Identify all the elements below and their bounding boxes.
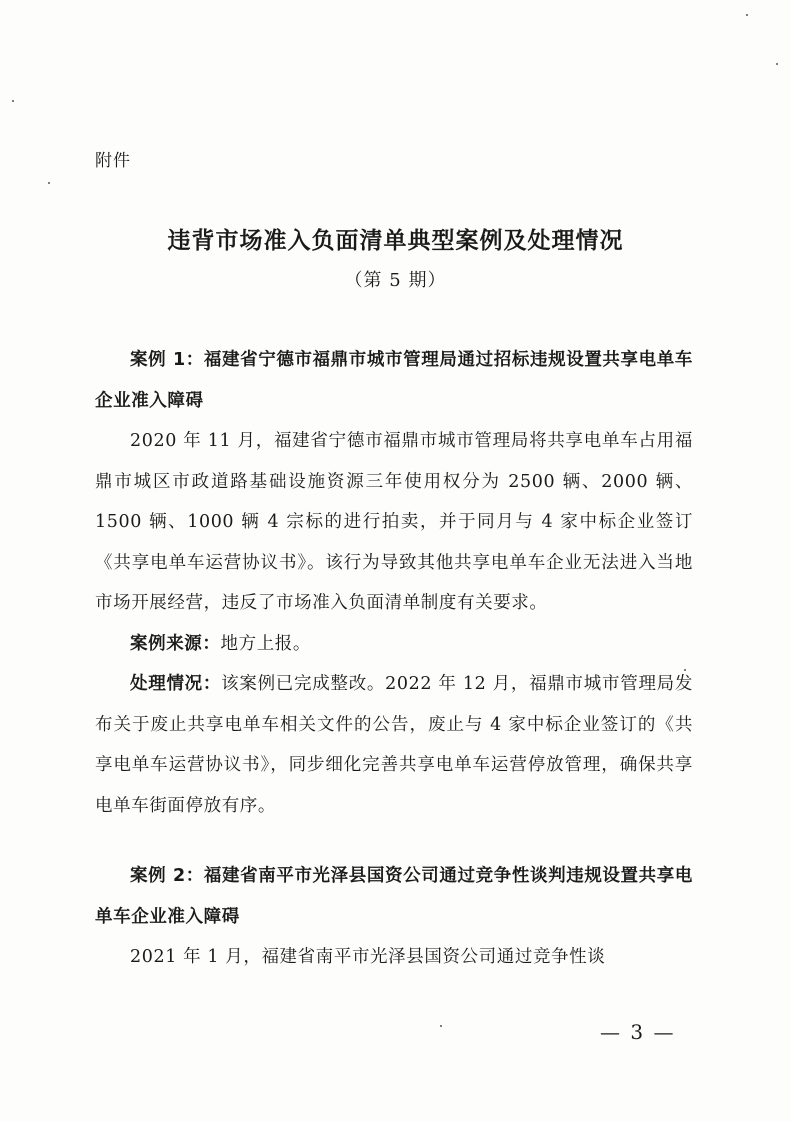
attachment-label: 附件 (95, 151, 131, 171)
case-2-body: 2021 年 1 月，福建省南平市光泽县国资公司通过竞争性谈 (130, 947, 606, 967)
page-number: — 3 — (600, 1020, 676, 1044)
case-1-heading: 案例 1：福建省宁德市福鼎市城市管理局通过招标违规设置共享电单车企业准入障碍 (95, 350, 693, 411)
case-1-body: 2020 年 11 月，福建省宁德市福鼎市城市管理局将共享电单车占用福鼎市城区市政道路基础设施资源三年使用权分为 2500 辆、2000 辆、1500 辆、1000 辆 4 宗标的进行拍卖，并于同月与 4 家中标企业签订《共享电单车运营协议书》。该行为导致其他共享电单车企业无法进入当地市场开展经营，违反了市场准入负面清单制度有关要求。 (95, 431, 693, 613)
issue-number: （第 5 期） (344, 270, 447, 291)
scan-speck (48, 182, 50, 184)
scan-speck (440, 1025, 442, 1027)
case-1-source (95, 624, 693, 665)
scan-speck (776, 63, 778, 65)
case-1-handling (95, 664, 693, 826)
document-title: 违背市场准入负面清单典型案例及处理情况 (167, 228, 624, 254)
section-gap (95, 826, 693, 856)
case-1-source-text: 地方上报。 (220, 633, 311, 654)
case-1-handling-text: 该案例已完成整改。2022 年 12 月，福鼎市城市管理局发布关于废止共享电单车相关文件的公告，废止与 4 家中标企业签订的《共享电单车运营协议书》，同步细化完善共享电单车运营停放管理，确保共享电单车街面停放有序。 (95, 674, 693, 816)
case-1-source-label: 案例来源： (130, 633, 221, 654)
scan-speck (746, 14, 748, 16)
scan-speck (12, 100, 14, 102)
case-1-handling-label: 处理情况： (130, 674, 222, 694)
case-2-heading: 案例 2：福建省南平市光泽县国资公司通过竞争性谈判违规设置共享电单车企业准入障碍 (95, 866, 693, 927)
document-body (95, 340, 693, 978)
